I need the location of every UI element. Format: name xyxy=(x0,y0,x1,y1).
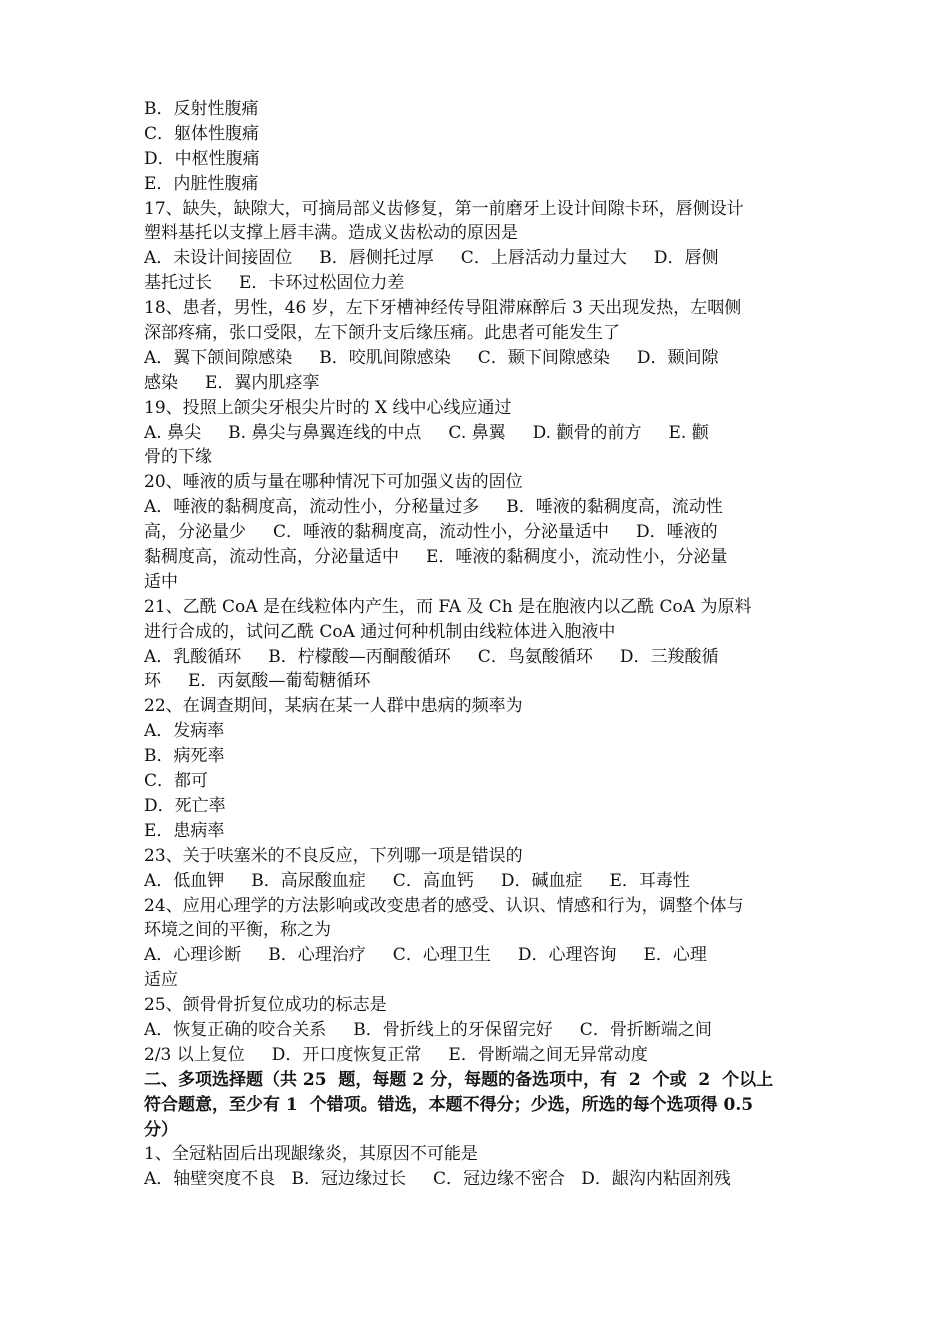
text-line: B．反射性腹痛 xyxy=(144,99,259,119)
section-header xyxy=(144,1068,816,1143)
text-line: D．死亡率 xyxy=(144,795,226,816)
text-line: 适中 xyxy=(144,571,178,592)
text-line: 基托过长 E．卡环过松固位力差 xyxy=(144,273,405,294)
document-page xyxy=(144,97,816,1192)
text-line: C．都可 xyxy=(144,771,209,792)
text-line: A．乳酸循环 B．柠檬酸—丙酮酸循环 C．鸟氨酸循环 D．三羧酸循 xyxy=(144,646,719,667)
text-line: A．低血钾 B．高尿酸血症 C．高血钙 D．碱血症 E．耳毒性 xyxy=(144,870,690,891)
text-line: 18、患者，男性，46 岁，左下牙槽神经传导阻滞麻醉后 3 天出现发热，左咽侧 xyxy=(144,298,742,319)
text-line: 2/3 以上复位 D．开口度恢复正常 E．骨断端之间无异常动度 xyxy=(144,1044,648,1065)
question-text-block-2 xyxy=(144,1142,816,1192)
text-line: 19、投照上颌尖牙根尖片时的 X 线中心线应通过 xyxy=(144,397,512,418)
text-line: 骨的下缘 xyxy=(144,447,212,468)
text-line: 环 E．丙氨酸—葡萄糖循环 xyxy=(144,671,371,692)
text-line: E．内脏性腹痛 xyxy=(144,173,259,194)
text-line: 25、颌骨骨折复位成功的标志是 xyxy=(144,995,387,1016)
text-line: 24、应用心理学的方法影响或改变患者的感受、认识、情感和行为，调整个体与 xyxy=(144,895,744,916)
text-line: 环境之间的平衡，称之为 xyxy=(144,920,331,941)
text-line: A. 鼻尖 B. 鼻尖与鼻翼连线的中点 C. 鼻翼 D. 颧骨的前方 E. 颧 xyxy=(144,422,709,443)
text-line: A．心理诊断 B．心理治疗 C．心理卫生 D．心理咨询 E．心理 xyxy=(144,945,707,966)
text-line: 22、在调查期间，某病在某一人群中患病的频率为 xyxy=(144,696,523,717)
text-line: C．躯体性腹痛 xyxy=(144,123,260,144)
section-header-line: 二、多项选择题（共 25 题，每题 2 分，每题的备选项中，有 2 个或 2 个以上 xyxy=(144,1069,774,1090)
text-line: 深部疼痛，张口受限，左下颌升支后缘压痛。此患者可能发生了 xyxy=(144,323,620,344)
text-line: 17、缺失，缺隙大，可摘局部义齿修复，第一前磨牙上设计间隙卡环，唇侧设计 xyxy=(144,198,744,219)
text-line: 21、乙酰 CoA 是在线粒体内产生，而 FA 及 Ch 是在胞液内以乙酰 CoA 为原料 xyxy=(144,596,752,617)
text-line: A．翼下颌间隙感染 B．咬肌间隙感染 C．颞下间隙感染 D．颞间隙 xyxy=(144,347,719,368)
text-line: A．发病率 xyxy=(144,721,225,742)
text-line: 高，分泌量少 C．唾液的黏稠度高，流动性小，分泌量适中 D．唾液的 xyxy=(144,522,718,543)
text-line: 20、唾液的质与量在哪种情况下可加强义齿的固位 xyxy=(144,472,523,493)
text-line: A．轴壁突度不良 B．冠边缘过长 C．冠边缘不密合 D．龈沟内粘固剂残 xyxy=(144,1169,731,1190)
section-header-line: 分） xyxy=(144,1119,178,1140)
text-line: 黏稠度高，流动性高，分泌量适中 E．唾液的黏稠度小，流动性小，分泌量 xyxy=(144,547,728,568)
text-line: D．中枢性腹痛 xyxy=(144,148,260,169)
text-line: 塑料基托以支撑上唇丰满。造成义齿松动的原因是 xyxy=(144,223,518,244)
text-line: 适应 xyxy=(144,970,178,991)
text-line: E．患病率 xyxy=(144,820,225,841)
text-line: B．病死率 xyxy=(144,746,225,767)
text-line: A．恢复正确的咬合关系 B．骨折线上的牙保留完好 C．骨折断端之间 xyxy=(144,1019,712,1040)
question-text-block xyxy=(144,97,816,1068)
text-line: 进行合成的，试问乙酰 CoA 通过何种机制由线粒体进入胞液中 xyxy=(144,621,616,642)
text-line: A．唾液的黏稠度高，流动性小，分秘量过多 B．唾液的黏稠度高，流动性 xyxy=(144,497,723,518)
section-header-line: 符合题意，至少有 1 个错项。错选，本题不得分；少选，所选的每个选项得 0.5 xyxy=(144,1094,754,1115)
text-line: 23、关于呋塞米的不良反应，下列哪一项是错误的 xyxy=(144,845,523,866)
text-line: 1、全冠粘固后出现龈缘炎，其原因不可能是 xyxy=(144,1144,478,1165)
text-line: 感染 E．翼内肌痉挛 xyxy=(144,372,320,393)
text-line: A．未设计间接固位 B．唇侧托过厚 C．上唇活动力量过大 D．唇侧 xyxy=(144,248,719,269)
